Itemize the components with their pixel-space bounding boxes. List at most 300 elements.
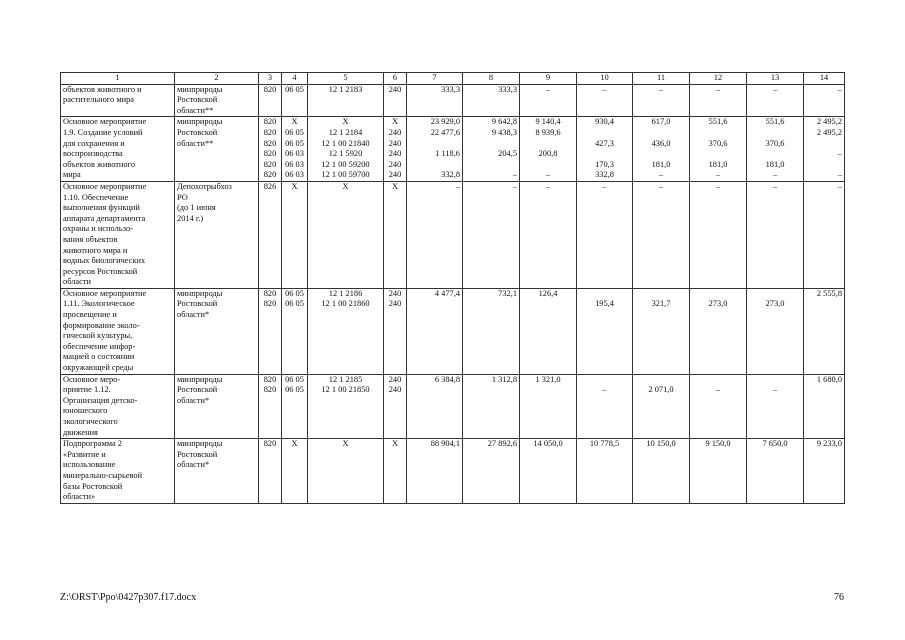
grbs-cell: [259, 439, 282, 504]
cell-line: –: [512, 181, 517, 191]
amount-cell: [747, 374, 804, 439]
cell-line: для сохранения и: [63, 138, 125, 148]
cell-line: (до 1 июня: [177, 203, 216, 213]
cell-line: 1.10. Обеспечение: [63, 192, 129, 202]
rzpr-cell: [282, 117, 308, 182]
cell-line: движения: [63, 427, 98, 437]
cell-line: 195,4: [595, 299, 614, 309]
cell-line: минприроды: [177, 439, 223, 449]
cell-line: –: [602, 181, 607, 191]
cell-line: [806, 160, 842, 171]
amount-cell: [407, 439, 463, 504]
cell-line: области**: [177, 105, 214, 115]
executor-cell: [175, 288, 259, 374]
cell-line: области*: [177, 395, 210, 405]
cell-line: [579, 149, 630, 160]
header-cell: 5: [308, 73, 384, 85]
cell-line: [692, 289, 744, 300]
amount-cell: [804, 288, 845, 374]
cell-line: 820: [263, 117, 277, 127]
cell-line: 7 650,0: [762, 439, 788, 449]
file-path: Z:\ORST\Ppo\0427p307.f17.docx: [60, 592, 197, 603]
cell-line: [522, 139, 574, 150]
cell-line: 126,4: [538, 288, 558, 298]
amount-cell: [690, 117, 747, 182]
amount-cell: [520, 374, 577, 439]
cell-line: области*: [177, 460, 210, 470]
cell-line: X: [391, 117, 399, 127]
header-cell: 10: [577, 73, 633, 85]
amount-cell: [577, 181, 633, 288]
table-row: [61, 439, 845, 504]
amount-cell: [633, 117, 690, 182]
cell-line: X: [342, 439, 349, 449]
amount-cell: [690, 84, 747, 117]
cell-line: минприроды: [177, 288, 223, 298]
cell-line: 240: [388, 84, 402, 94]
cell-line: –: [837, 181, 842, 191]
cell-line: Депохотрыбхоз: [177, 181, 232, 191]
cell-line: 06 05: [285, 374, 304, 384]
amount-cell: [407, 84, 463, 117]
amount-cell: [804, 374, 845, 439]
cell-line: X: [291, 117, 298, 127]
cell-line: 06 03: [285, 159, 304, 169]
amount-cell: [633, 84, 690, 117]
cell-line: –: [837, 84, 842, 94]
cell-line: X: [391, 181, 399, 191]
amount-cell: [463, 288, 520, 374]
amount-cell: [633, 374, 690, 439]
cell-line: 820: [263, 127, 277, 137]
amount-cell: [407, 288, 463, 374]
vr-cell: [384, 181, 407, 288]
vr-cell: [384, 84, 407, 117]
cell-line: аппарата департамента: [63, 213, 146, 223]
cell-line: 332,8: [595, 170, 614, 180]
amount-cell: [747, 84, 804, 117]
header-cell: 14: [804, 73, 845, 85]
cell-line: формирование эколо-: [63, 320, 140, 330]
cell-line: 930,4: [595, 117, 614, 127]
cell-line: –: [545, 170, 551, 180]
cell-line: 370,6: [708, 138, 728, 148]
cell-line: –: [512, 170, 517, 180]
executor-cell: [175, 117, 259, 182]
cell-line: –: [837, 170, 842, 180]
cell-line: водных биологических: [63, 256, 146, 266]
cell-line: минприроды: [177, 84, 223, 94]
cell-line: 23 929,0: [430, 117, 460, 127]
cell-line: Основное мероприятие: [63, 288, 147, 298]
cell-line: 273,0: [708, 299, 728, 309]
amount-cell: [804, 117, 845, 182]
amount-cell: [407, 374, 463, 439]
rzpr-cell: [282, 374, 308, 439]
grbs-cell: [259, 374, 282, 439]
activity-name-cell: [61, 439, 175, 504]
grbs-cell: [259, 84, 282, 117]
cell-line: 1 680,0: [816, 374, 842, 384]
cell-line: 436,0: [651, 138, 671, 148]
cell-line: 06 05: [285, 138, 304, 148]
cell-line: минприроды: [177, 374, 223, 384]
cell-line: 332,8: [441, 170, 460, 180]
cell-line: 333,3: [441, 84, 460, 94]
cell-line: 10 150,0: [646, 439, 676, 449]
cell-line: 240: [388, 170, 402, 180]
amount-cell: [520, 439, 577, 504]
vr-cell: [384, 117, 407, 182]
cell-line: 240: [388, 374, 402, 384]
cell-line: 8 939,6: [535, 127, 561, 137]
cell-line: 9 438,3: [491, 127, 517, 137]
cell-line: [806, 139, 842, 150]
cell-line: [635, 375, 687, 386]
executor-cell: [175, 374, 259, 439]
amount-cell: [577, 439, 633, 504]
cell-line: 12 1 00 21840: [321, 138, 370, 148]
cell-line: вания объектов: [63, 234, 118, 244]
cell-line: 820: [263, 374, 277, 384]
cell-line: 333,3: [498, 84, 517, 94]
cell-line: 240: [388, 299, 402, 309]
cell-line: Ростовской: [177, 385, 218, 395]
cell-line: выполнения функций: [63, 203, 140, 213]
cell-line: Подпрограмма 2: [63, 439, 122, 449]
cell-line: 617,0: [651, 117, 671, 127]
vr-cell: [384, 374, 407, 439]
cell-line: –: [772, 170, 778, 180]
header-cell: 2: [175, 73, 259, 85]
rzpr-cell: [282, 439, 308, 504]
cell-line: объектов животного: [63, 159, 136, 169]
activity-name-cell: [61, 374, 175, 439]
cell-line: 820: [263, 170, 277, 180]
cell-line: [692, 149, 744, 160]
amount-cell: [520, 84, 577, 117]
cell-line: Ростовской: [177, 449, 218, 459]
amount-cell: [463, 439, 520, 504]
cell-line: 170,3: [595, 159, 614, 169]
cell-line: [522, 160, 574, 171]
cell-line: 12 1 00 59700: [321, 170, 370, 180]
header-cell: 7: [407, 73, 463, 85]
rzpr-cell: [282, 84, 308, 117]
cell-line: [749, 289, 801, 300]
header-cell: 6: [384, 73, 407, 85]
cell-line: 12 1 5920: [328, 149, 363, 159]
page-number: 76: [834, 592, 844, 603]
cell-line: 12 1 2183: [328, 84, 363, 94]
amount-cell: [577, 288, 633, 374]
cell-line: 2 495,2: [816, 127, 842, 137]
cell-line: –: [455, 181, 460, 191]
cell-line: [692, 128, 744, 139]
cell-line: 1.9. Создание условий: [63, 127, 143, 137]
vr-cell: [384, 439, 407, 504]
cell-line: –: [772, 84, 778, 94]
csr-cell: [308, 117, 384, 182]
cell-line: –: [545, 181, 551, 191]
csr-cell: [308, 288, 384, 374]
cell-line: области»: [63, 492, 96, 502]
budget-table: [60, 72, 845, 504]
rzpr-cell: [282, 288, 308, 374]
cell-line: 06 05: [285, 299, 304, 309]
cell-line: [635, 149, 687, 160]
amount-cell: [804, 84, 845, 117]
cell-line: X: [291, 439, 298, 449]
cell-line: РО: [177, 192, 188, 202]
cell-line: объектов животного и: [63, 84, 142, 94]
cell-line: охраны и использо-: [63, 224, 133, 234]
cell-line: [579, 289, 630, 300]
cell-line: гической культуры,: [63, 331, 133, 341]
table-row: [61, 84, 845, 117]
cell-line: 9 140,4: [535, 117, 561, 127]
cell-line: [465, 160, 517, 171]
cell-line: «Развитие и: [63, 449, 106, 459]
cell-line: растительного мира: [63, 95, 135, 105]
cell-line: X: [342, 181, 349, 191]
table-row: [61, 181, 845, 288]
header-cell: 9: [520, 73, 577, 85]
cell-line: 240: [388, 159, 402, 169]
table-row: [61, 288, 845, 374]
csr-cell: [308, 181, 384, 288]
amount-cell: [520, 288, 577, 374]
amount-cell: [804, 181, 845, 288]
cell-line: 06 05: [285, 288, 304, 298]
table-row: [61, 117, 845, 182]
cell-line: X: [391, 439, 399, 449]
executor-cell: [175, 84, 259, 117]
cell-line: воспроизводства: [63, 149, 123, 159]
cell-line: 181,0: [708, 159, 728, 169]
amount-cell: [577, 84, 633, 117]
amount-cell: [690, 181, 747, 288]
amount-cell: [463, 181, 520, 288]
amount-cell: [407, 181, 463, 288]
vr-cell: [384, 288, 407, 374]
cell-line: 820: [263, 149, 277, 159]
header-cell: 1: [61, 73, 175, 85]
amount-cell: [520, 117, 577, 182]
cell-line: 820: [263, 288, 277, 298]
cell-line: 06 03: [285, 149, 304, 159]
cell-line: 820: [263, 385, 277, 395]
cell-line: базы Ростовской: [63, 481, 123, 491]
cell-line: 88 904,1: [430, 439, 460, 449]
cell-line: Основное меро-: [63, 374, 121, 384]
cell-line: 12 1 00 21860: [321, 299, 370, 309]
cell-line: [465, 139, 517, 150]
amount-cell: [747, 439, 804, 504]
cell-line: 240: [388, 288, 402, 298]
cell-line: 820: [263, 439, 277, 449]
cell-line: 2 071,0: [648, 385, 674, 395]
cell-line: окружающей среды: [63, 363, 134, 373]
amount-cell: [463, 117, 520, 182]
cell-line: 22 477,6: [430, 127, 460, 137]
cell-line: –: [772, 181, 778, 191]
cell-line: [579, 375, 630, 386]
cell-line: –: [658, 170, 664, 180]
csr-cell: [308, 84, 384, 117]
rzpr-cell: [282, 181, 308, 288]
cell-line: животного мира и: [63, 245, 128, 255]
header-cell: 12: [690, 73, 747, 85]
amount-cell: [577, 374, 633, 439]
amount-cell: [804, 439, 845, 504]
cell-line: мира: [63, 170, 81, 180]
amount-cell: [463, 84, 520, 117]
cell-line: 1 321,0: [535, 374, 561, 384]
cell-line: 204,5: [498, 149, 517, 159]
cell-line: 1 312,8: [491, 374, 517, 384]
amount-cell: [407, 117, 463, 182]
amount-cell: [520, 181, 577, 288]
cell-line: –: [837, 149, 842, 159]
cell-line: [749, 375, 801, 386]
amount-cell: [633, 181, 690, 288]
activity-name-cell: [61, 181, 175, 288]
cell-line: 14 050,0: [533, 439, 563, 449]
amount-cell: [747, 181, 804, 288]
cell-line: области: [63, 277, 91, 287]
cell-line: 820: [263, 159, 277, 169]
cell-line: 06 05: [285, 385, 304, 395]
csr-cell: [308, 374, 384, 439]
cell-line: минерально-сырьевой: [63, 470, 143, 480]
cell-line: [409, 160, 460, 171]
cell-line: –: [602, 84, 607, 94]
cell-line: –: [715, 385, 721, 395]
cell-line: 12 1 00 59200: [321, 159, 370, 169]
cell-line: 321,7: [651, 299, 671, 309]
cell-line: 427,3: [595, 138, 614, 148]
table-body: [61, 73, 845, 504]
cell-line: 12 1 2186: [328, 288, 363, 298]
cell-line: юношеского: [63, 406, 108, 416]
cell-line: –: [715, 181, 721, 191]
cell-line: 12 1 00 21850: [321, 385, 370, 395]
cell-line: 9 642,8: [491, 117, 517, 127]
cell-line: 2 555,8: [816, 288, 842, 298]
amount-cell: [633, 288, 690, 374]
cell-line: Ростовской: [177, 299, 218, 309]
amount-cell: [463, 374, 520, 439]
cell-line: 2 495,2: [816, 117, 842, 127]
header-cell: 8: [463, 73, 520, 85]
header-cell: 3: [259, 73, 282, 85]
cell-line: 200,8: [538, 149, 558, 159]
cell-line: 273,0: [765, 299, 785, 309]
cell-line: [409, 139, 460, 150]
grbs-cell: [259, 288, 282, 374]
cell-line: области*: [177, 310, 210, 320]
cell-line: 12 1 2185: [328, 374, 363, 384]
cell-line: области**: [177, 138, 214, 148]
header-cell: 4: [282, 73, 308, 85]
amount-cell: [690, 374, 747, 439]
cell-line: ресурсов Ростовской: [63, 266, 138, 276]
amount-cell: [577, 117, 633, 182]
grbs-cell: [259, 181, 282, 288]
cell-line: 820: [263, 84, 277, 94]
cell-line: 826: [263, 181, 277, 191]
cell-line: 181,0: [651, 159, 671, 169]
cell-line: 370,6: [765, 138, 785, 148]
cell-line: использование: [63, 460, 116, 470]
activity-name-cell: [61, 84, 175, 117]
cell-line: Организация детско-: [63, 395, 138, 405]
cell-line: X: [291, 181, 298, 191]
cell-line: [749, 128, 801, 139]
cell-line: 732,1: [498, 288, 517, 298]
cell-line: [635, 128, 687, 139]
cell-line: 551,6: [765, 117, 785, 127]
cell-line: 1 118,6: [435, 149, 460, 159]
cell-line: обеспечение инфор-: [63, 341, 136, 351]
executor-cell: [175, 439, 259, 504]
amount-cell: [633, 439, 690, 504]
cell-line: 820: [263, 138, 277, 148]
cell-line: 820: [263, 299, 277, 309]
amount-cell: [747, 288, 804, 374]
cell-line: [635, 289, 687, 300]
grbs-cell: [259, 117, 282, 182]
cell-line: Ростовской: [177, 95, 218, 105]
cell-line: 6 384,8: [434, 374, 460, 384]
cell-line: –: [715, 170, 721, 180]
activity-name-cell: [61, 117, 175, 182]
cell-line: –: [545, 84, 551, 94]
amount-cell: [747, 117, 804, 182]
cell-line: [692, 375, 744, 386]
cell-line: 240: [388, 149, 402, 159]
amount-cell: [690, 439, 747, 504]
cell-line: экологического: [63, 417, 118, 426]
header-row: [61, 73, 845, 85]
cell-line: приятие 1.12.: [63, 385, 111, 395]
cell-line: [579, 128, 630, 139]
header-cell: 11: [633, 73, 690, 85]
header-cell: 13: [747, 73, 804, 85]
cell-line: 9 150,0: [705, 439, 731, 449]
cell-line: 9 233,0: [816, 439, 842, 449]
cell-line: X: [342, 117, 349, 127]
executor-cell: [175, 181, 259, 288]
cell-line: 06 05: [285, 127, 304, 137]
cell-line: –: [658, 84, 664, 94]
cell-line: –: [772, 385, 778, 395]
cell-line: 06 05: [285, 84, 304, 94]
amount-cell: [690, 288, 747, 374]
cell-line: 2014 г.): [177, 213, 204, 223]
cell-line: 27 892,6: [487, 439, 517, 449]
cell-line: 1.11. Экологическое: [63, 299, 135, 309]
cell-line: 12 1 2184: [328, 127, 363, 137]
cell-line: 06 03: [285, 170, 304, 180]
cell-line: минприроды: [177, 117, 223, 127]
cell-line: Основное мероприятие: [63, 117, 147, 127]
table-row: [61, 374, 845, 439]
cell-line: –: [602, 385, 607, 395]
cell-line: 10 778,5: [589, 439, 620, 449]
cell-line: просвещение и: [63, 310, 117, 320]
